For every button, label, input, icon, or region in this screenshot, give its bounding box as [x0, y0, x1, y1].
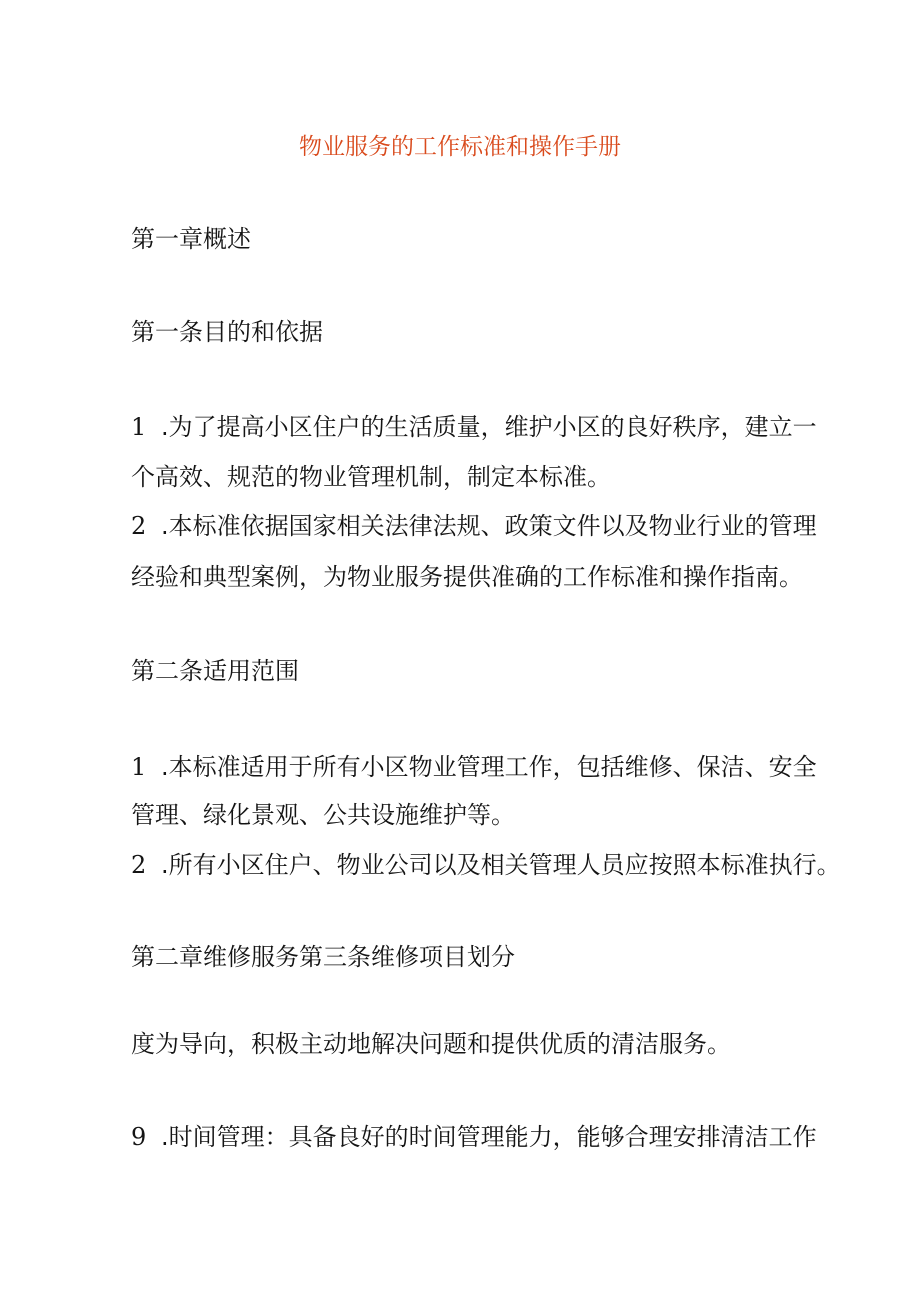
item-number: 1: [131, 413, 147, 441]
article-1-item-2-line-1: [131, 511, 817, 541]
article-2-item-2-line-1: [131, 850, 841, 880]
item-number: 1: [131, 753, 147, 781]
article-2-item-1-line-1: [131, 752, 817, 782]
item-text: .为了提高小区住户的生活质量，维护小区的良好秩序，建立一: [161, 413, 817, 441]
item-text: .本标准适用于所有小区物业管理工作，包括维修、保洁、安全: [161, 753, 817, 781]
chapter-1-heading: 第一章概述: [131, 225, 251, 253]
article-2-heading: 第二条适用范围: [131, 657, 299, 685]
article-1-item-1-line-1: [131, 412, 817, 442]
item-number: 2: [131, 512, 147, 540]
item-text: .所有小区住户、物业公司以及相关管理人员应按照本标准执行。: [161, 851, 841, 879]
item-text: .时间管理：具备良好的时间管理能力，能够合理安排清洁工作: [161, 1123, 817, 1151]
item-number: 9: [131, 1123, 147, 1151]
document-title: 物业服务的工作标准和操作手册: [299, 134, 621, 160]
item-text: .本标准依据国家相关法律法规、政策文件以及物业行业的管理: [161, 512, 817, 540]
article-2-item-1-line-2: 管理、绿化景观、公共设施维护等。: [131, 801, 515, 829]
item-9-line: [131, 1122, 817, 1152]
fragment-paragraph: 度为导向，积极主动地解决问题和提供优质的清洁服务。: [131, 1030, 731, 1058]
article-1-item-2-line-2: 经验和典型案例，为物业服务提供准确的工作标准和操作指南。: [131, 563, 803, 591]
article-1-heading: 第一条目的和依据: [131, 318, 323, 346]
item-number: 2: [131, 851, 147, 879]
chapter-2-heading: 第二章维修服务第三条维修项目划分: [131, 943, 515, 971]
article-1-item-1-line-2: 个高效、规范的物业管理机制，制定本标准。: [131, 463, 611, 491]
